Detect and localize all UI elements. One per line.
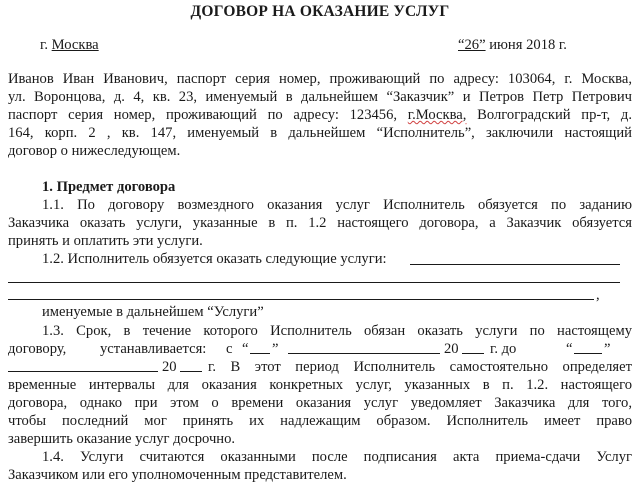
clause-1-2-named: именуемые в дальнейшем “Услуги”: [42, 304, 264, 320]
document-title: ДОГОВОР НА ОКАЗАНИЕ УСЛУГ: [190, 3, 450, 20]
contract-date: “26” июня 2018 г.: [458, 37, 567, 53]
clause-1-1-line-3: принять и оплатить эти услуги.: [8, 233, 203, 249]
parties-line-1: Иванов Иван Иванович, паспорт серия номер, проживающий по адресу: 103064, г. Москва,: [8, 71, 632, 87]
clause-1-1-line-1: 1.1. По договору возмездного оказания услуг Исполнитель обязуется по заданию: [42, 197, 632, 213]
services-comma: ,: [596, 287, 600, 303]
clause-1-3-line-6: чтобы последний мог принять их надлежащим образом. Исполнитель имеет право: [8, 413, 632, 429]
clause-1-3-line-1: 1.3. Срок, в течение которого Исполнитель обязан оказать услуги по настоящему: [42, 323, 632, 339]
parties-line-2: ул. Воронцова, д. 4, кв. 23, именуемый в дальнейшем “Заказчик” и Петров Петр Петрович: [8, 89, 632, 105]
clause-1-3-line-4: временные интервалы для оказания конкретных услуг, указанных в п. 1.2. настоящего: [8, 377, 632, 393]
services-blank-2: [8, 282, 620, 283]
parties-line-4: 164, корп. 2 , кв. 147, именуемый в дальнейшем “Исполнитель”, заключили настоящий: [8, 125, 632, 141]
end-month-blank: [8, 358, 158, 372]
spellcheck-word: г.Москва,: [407, 107, 467, 123]
clause-1-3-line-7: завершить оказание услуг досрочно.: [8, 431, 236, 447]
start-day-blank: [250, 340, 270, 354]
section-heading: 1. Предмет договора: [42, 179, 176, 195]
parties-line-3: паспорт серия номер, проживающий по адресу: 123456, г.Москва, Волгоградский пр-т, д.: [8, 107, 632, 123]
start-year-blank: [462, 340, 484, 354]
clause-1-3-line-5: договора, однако при этом о времени оказания услуг уведомляет Заказчика для того,: [8, 395, 632, 411]
city-prefix: г.: [40, 37, 52, 53]
contract-document: ДОГОВОР НА ОКАЗАНИЕ УСЛУГ г. Москва “26” июня 2018 г. Иванов Иван Иванович, паспорт серия номер, проживающий по адресу: 103064, г. Москва, ул. Воронцова, д. 4, кв. 23, именуемый в дальнейшем “Заказчик” и Петров Петр Петрович паспорт серия номер, проживающий по адресу: 123456, г.Москва, Волгоградский пр-т, д. 164, корп. 2 , кв. 147, именуемый в дальнейшем “Исполнитель”, заключили настоящий договор о нижеследующем. 1. Предмет договора 1.1. По договору возмездного оказания услуг Исполнитель обязуется по заданию Заказчика оказать услуги, указанные в п. 1.2 настоящего договора, а Заказчик обязуется принять и оплатить эти услуги. 1.2. Исполнитель обязуется оказать следующие услуги: , именуемые в дальнейшем “Услуги” 1.3. Срок, в течение которого Исполнитель обязан оказать услуги по настоящему договору, устанавливается: с “ ” 20 г. до “ ” 20 г. В этот период Исполнитель самостоятельно определяет временные интервалы для оказания конкретных услуг, указанных в п. 1.2. настоящего договора, однако при этом о времени оказания услуг уведомляет Заказчика для того, чтобы последний мог принять их надлежащим образом. Исполнитель имеет право завершить оказание услуг досрочно. 1.4. Услуги считаются оказанными после подписания акта приема-сдачи Услуг Заказчиком или его уполномоченным представителем.: [0, 0, 640, 480]
services-blank-3: [8, 299, 594, 300]
end-day-blank: [574, 340, 602, 354]
clause-1-1-line-2: Заказчика оказать услуги, указанные в п. 1.2 настоящего договора, а Заказчик обязуется: [8, 215, 632, 231]
clause-1-2-line-1: 1.2. Исполнитель обязуется оказать следующие услуги:: [42, 251, 387, 267]
end-year-blank: [180, 358, 202, 372]
city: Москва: [51, 37, 99, 53]
city-date-line: [40, 36, 580, 54]
clause-1-4-line-2: Заказчиком или его уполномоченным представителем.: [8, 467, 347, 483]
parties-line-5: договор о нижеследующем.: [8, 143, 181, 159]
services-blank-1: [410, 264, 620, 265]
start-month-blank: [288, 340, 440, 354]
clause-1-4-line-1: 1.4. Услуги считаются оказанными после подписания акта приема-сдачи Услуг: [42, 449, 632, 465]
